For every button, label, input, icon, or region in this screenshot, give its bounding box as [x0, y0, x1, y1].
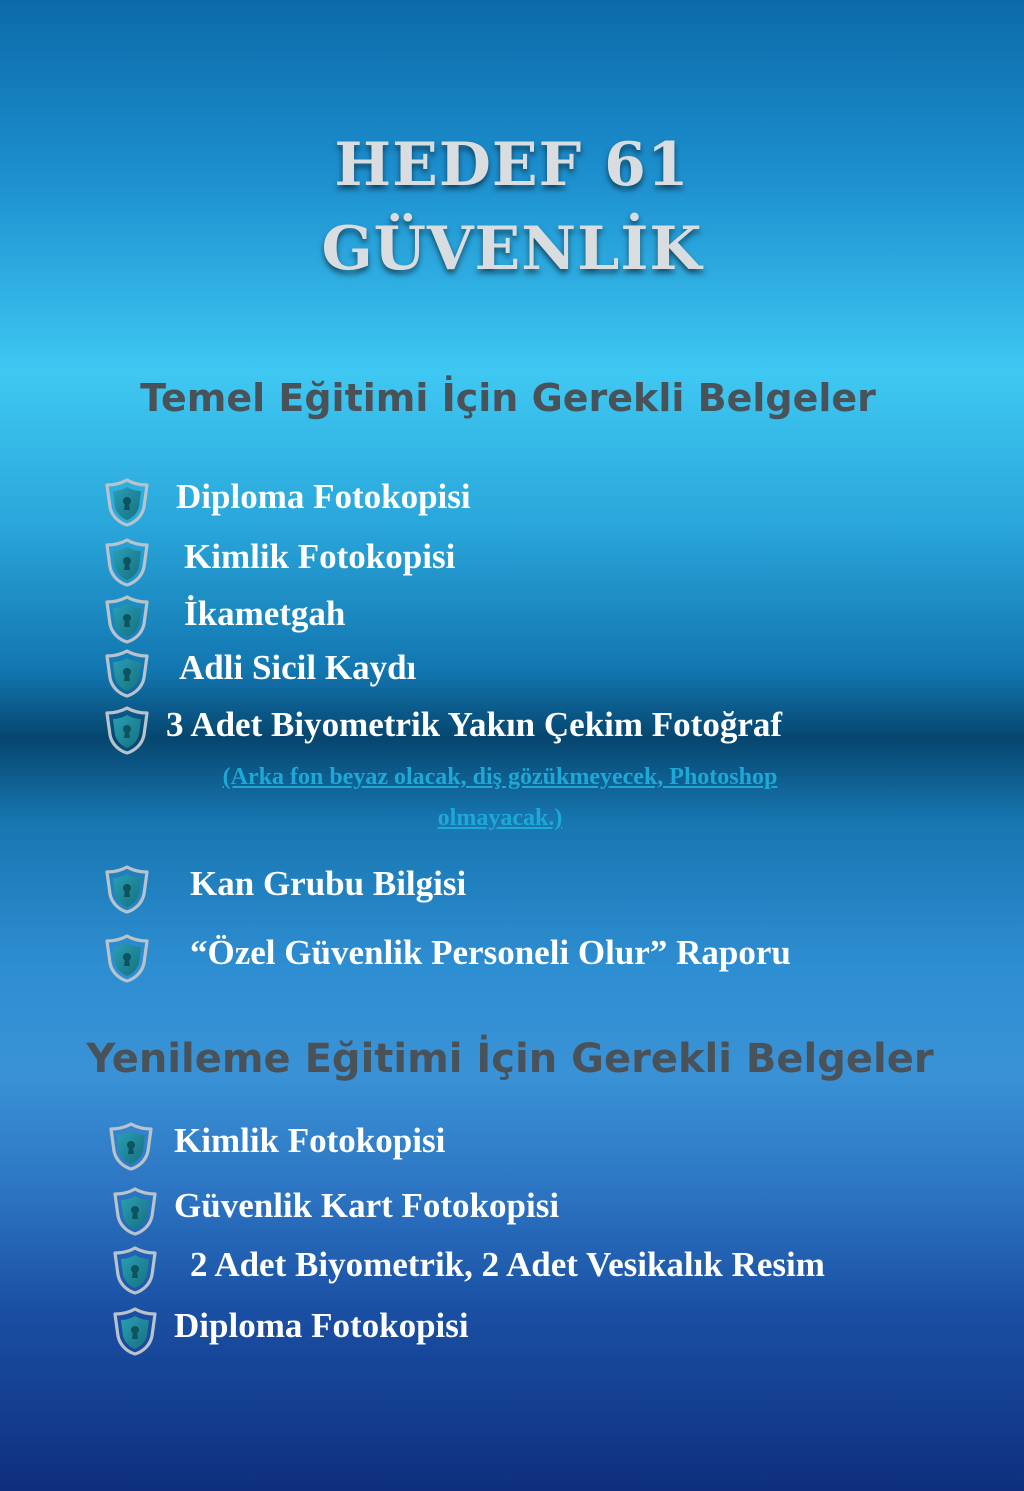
list-item-label: Güvenlik Kart Fotokopisi — [174, 1186, 560, 1225]
shield-keyhole-icon — [104, 864, 150, 914]
list-item-label: “Özel Güvenlik Personeli Olur” Raporu — [190, 933, 791, 972]
shield-keyhole-icon — [112, 1245, 158, 1295]
shield-keyhole-icon — [108, 1121, 154, 1171]
list-item-label: Adli Sicil Kaydı — [179, 648, 417, 687]
shield-keyhole-icon — [104, 477, 150, 527]
shield-keyhole-icon — [104, 648, 150, 698]
list-item-label: Kan Grubu Bilgisi — [190, 864, 467, 903]
photo-note-line2: olmayacak.) — [437, 805, 563, 831]
photo-note-line1: (Arka fon beyaz olacak, diş gözükmeyecek, Photoshop — [222, 764, 778, 790]
list-item-label: 2 Adet Biyometrik, 2 Adet Vesikalık Resim — [190, 1245, 825, 1284]
list-item-label: Kimlik Fotokopisi — [184, 537, 456, 576]
list-item-label: Kimlik Fotokopisi — [174, 1121, 446, 1160]
page-title-line1: HEDEF 61 — [334, 130, 690, 200]
list-item-label: Diploma Fotokopisi — [176, 477, 471, 516]
page-title-line2: GÜVENLİK — [321, 214, 703, 284]
list-item-label: 3 Adet Biyometrik Yakın Çekim Fotoğraf — [166, 705, 783, 744]
shield-keyhole-icon — [104, 933, 150, 983]
yenileme-heading: Yenileme Eğitimi İçin Gerekli Belgeler — [86, 1036, 934, 1082]
shield-keyhole-icon — [112, 1186, 158, 1236]
shield-keyhole-icon — [104, 537, 150, 587]
list-item-label: İkametgah — [184, 594, 346, 633]
shield-keyhole-icon — [104, 705, 150, 755]
temel-heading: Temel Eğitimi İçin Gerekli Belgeler — [140, 376, 876, 420]
list-item-label: Diploma Fotokopisi — [174, 1306, 469, 1345]
shield-keyhole-icon — [112, 1306, 158, 1356]
shield-keyhole-icon — [104, 594, 150, 644]
